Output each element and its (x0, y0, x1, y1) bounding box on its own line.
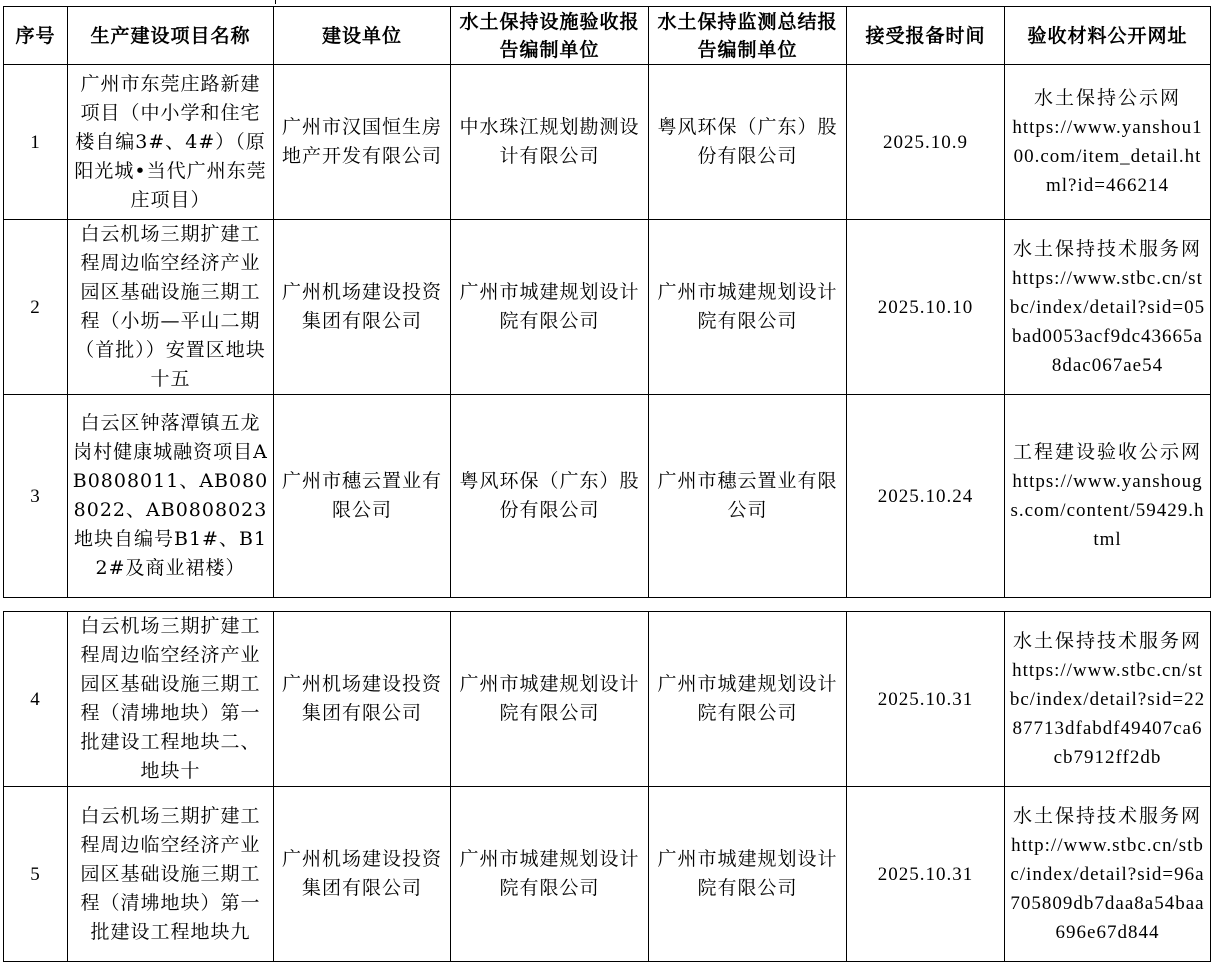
acceptance-unit: 广州市城建规划设计院有限公司 (451, 220, 649, 395)
site-name: 水土保持公示网 (1033, 87, 1181, 109)
header-filing-date: 接受报备时间 (847, 7, 1005, 65)
public-url-cell (1005, 220, 1211, 395)
page-edge-mark (275, 0, 276, 4)
filing-date: 2025.10.10 (847, 220, 1005, 395)
row-index: 2 (4, 220, 68, 395)
site-name: 水土保持技术服务网 (1012, 804, 1202, 827)
builder-name: 广州机场建设投资集团有限公司 (274, 220, 451, 395)
page-break-gap (3, 601, 1210, 609)
public-url-cell (1005, 612, 1211, 787)
public-url-link[interactable]: https://www.stbc.cn/stbc/index/detail?sid=05bad0053acf9dc43665a8dac067ae54 (1009, 267, 1206, 376)
filing-date: 2025.10.9 (847, 65, 1005, 220)
site-name: 工程建设验收公示网 (1012, 441, 1202, 463)
row-index: 3 (4, 395, 68, 598)
acceptance-unit: 中水珠江规划勘测设计有限公司 (451, 65, 649, 220)
header-project-name: 生产建设项目名称 (68, 7, 274, 65)
acceptance-unit: 粤风环保（广东）股份有限公司 (451, 395, 649, 598)
monitoring-unit: 粤风环保（广东）股份有限公司 (649, 65, 847, 220)
public-url-link[interactable]: https://www.yanshougs.com/content/59429.html (1010, 471, 1205, 550)
project-name: 白云区钟落潭镇五龙岗村健康城融资项目AB0808011、AB0808022、AB0808023地块自编号B1#、B12#及商业裙楼） (68, 395, 274, 598)
public-url-cell (1005, 787, 1211, 962)
row-index: 1 (4, 65, 68, 220)
table-row (4, 395, 1211, 598)
monitoring-unit: 广州市城建规划设计院有限公司 (649, 787, 847, 962)
table-row (4, 612, 1211, 787)
row-index: 4 (4, 612, 68, 787)
filing-table (3, 6, 1211, 598)
table-header-row (4, 7, 1211, 65)
header-index: 序号 (4, 7, 68, 65)
table-row (4, 220, 1211, 395)
row-index: 5 (4, 787, 68, 962)
project-name: 白云机场三期扩建工程周边临空经济产业园区基础设施三期工程（小坜—平山二期（首批））安置区地块十五 (68, 220, 274, 395)
header-acceptance-unit: 水土保持设施验收报告编制单位 (451, 7, 649, 65)
monitoring-unit: 广州市城建规划设计院有限公司 (649, 220, 847, 395)
builder-name: 广州机场建设投资集团有限公司 (274, 787, 451, 962)
builder-name: 广州市穗云置业有限公司 (274, 395, 451, 598)
public-url-link[interactable]: http://www.stbc.cn/stbc/index/detail?sid=96a705809db7daa8a54baa696e67d844 (1010, 834, 1205, 943)
filing-table-continued (3, 611, 1211, 962)
table-row (4, 787, 1211, 962)
header-public-url: 验收材料公开网址 (1005, 7, 1211, 65)
header-monitoring-unit: 水土保持监测总结报告编制单位 (649, 7, 847, 65)
filing-date: 2025.10.31 (847, 787, 1005, 962)
acceptance-unit: 广州市城建规划设计院有限公司 (451, 612, 649, 787)
acceptance-unit: 广州市城建规划设计院有限公司 (451, 787, 649, 962)
table-row (4, 65, 1211, 220)
monitoring-unit: 广州市城建规划设计院有限公司 (649, 612, 847, 787)
public-url-link[interactable]: https://www.stbc.cn/stbc/index/detail?sid=2287713dfabdf49407ca6cb7912ff2db (1009, 659, 1206, 768)
monitoring-unit: 广州市穗云置业有限公司 (649, 395, 847, 598)
project-name: 白云机场三期扩建工程周边临空经济产业园区基础设施三期工程（清坲地块）第一批建设工程地块二、地块十 (68, 612, 274, 787)
filing-date: 2025.10.31 (847, 612, 1005, 787)
public-url-cell (1005, 395, 1211, 598)
public-url-cell (1005, 65, 1211, 220)
site-name: 水土保持技术服务网 (1012, 629, 1202, 652)
filing-date: 2025.10.24 (847, 395, 1005, 598)
header-builder: 建设单位 (274, 7, 451, 65)
site-name: 水土保持技术服务网 (1012, 237, 1202, 260)
builder-name: 广州机场建设投资集团有限公司 (274, 612, 451, 787)
project-name: 白云机场三期扩建工程周边临空经济产业园区基础设施三期工程（清坲地块）第一批建设工程地块九 (68, 787, 274, 962)
public-url-link[interactable]: https://www.yanshou100.com/item_detail.html?id=466214 (1012, 117, 1203, 196)
builder-name: 广州市汉国恒生房地产开发有限公司 (274, 65, 451, 220)
project-name: 广州市东莞庄路新建项目（中小学和住宅楼自编3#、4#）（原阳光城•当代广州东莞庄项目） (68, 65, 274, 220)
